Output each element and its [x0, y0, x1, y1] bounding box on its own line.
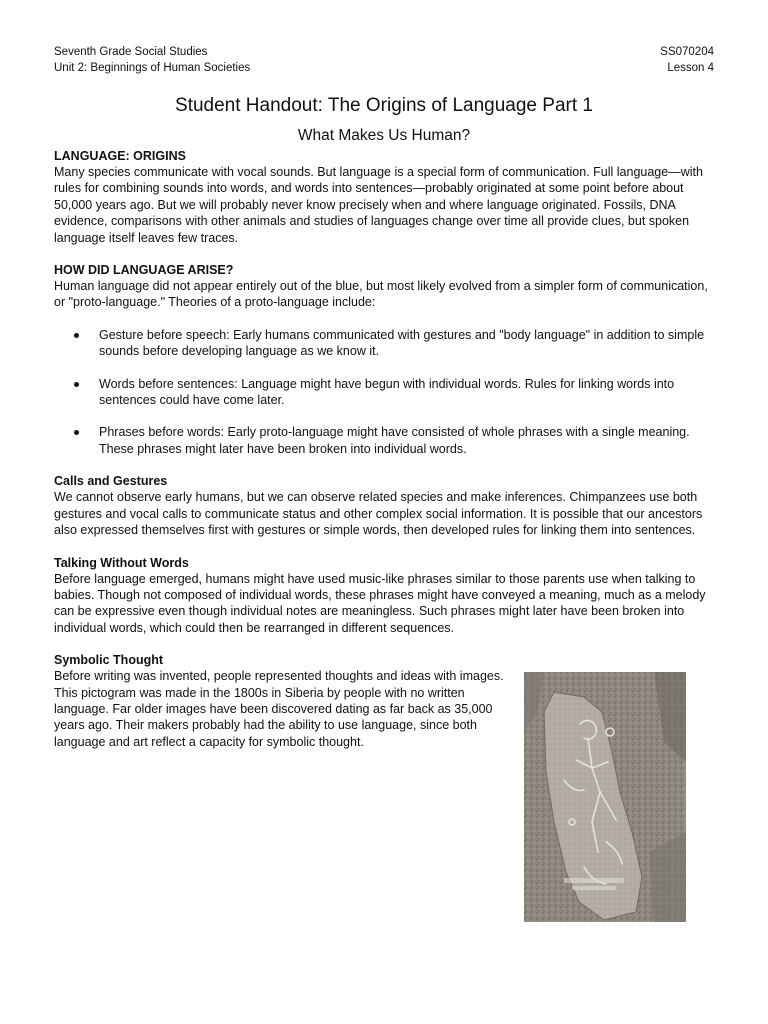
list-item-text: Phrases before words: Early proto-language might have consisted of whole phrases with a single meaning. These phrases might later have been broken into individual words.	[99, 425, 690, 456]
theories-list	[54, 327, 714, 457]
header-right	[660, 44, 714, 76]
page-header	[54, 44, 714, 78]
origins-heading: LANGUAGE: ORIGINS	[54, 149, 186, 163]
arise-body: Human language did not appear entirely out of the blue, but most likely evolved from a simpler form of communication, or "proto-language." Theories of a proto-language include:	[54, 279, 708, 310]
bullet-icon	[74, 382, 79, 387]
list-item	[54, 376, 714, 409]
course-name: Seventh Grade Social Studies	[54, 46, 208, 58]
origins-body: Many species communicate with vocal sounds. But language is a special form of communication. Full language—with rules for combining sounds into words, and words into sentences—probably originated at some point before about 50,000 years ago. But we will probably never know precisely when and where language originated. Fossils, DNA evidence, comparisons with other animals and studies of languages change over time all provide clues, but spoken language itself leaves few traces.	[54, 165, 703, 245]
page-title: Student Handout: The Origins of Language Part 1	[175, 95, 593, 116]
list-item	[54, 327, 714, 360]
header-left	[54, 44, 250, 76]
list-item	[54, 424, 714, 457]
talking-heading: Talking Without Words	[54, 555, 189, 570]
arise-heading: HOW DID LANGUAGE ARISE?	[54, 263, 234, 278]
list-item-text: Gesture before speech: Early humans communicated with gestures and "body language" in addition to simple sounds before developing language as we know it.	[99, 327, 705, 359]
symbolic-body: Before writing was invented, people represented thoughts and ideas with images. This pictogram was made in the 1800s in Siberia by people with no written language. Far older images have been discovered dating as far back as 35,000 years ago. Their makers probably had the ability to use language, since both language and art reflect a capacity for symbolic thought.	[54, 669, 504, 749]
calls-body: We cannot observe early humans, but we can observe related species and make inferences. Chimpanzees use both gestures and vocal calls to communicate status and other complex social information. It is possible that our ancestors also expressed themselves first with gestures or simple words, then developed rules for linking them into sentences.	[54, 490, 703, 538]
rock-pictogram-photo	[524, 672, 686, 922]
symbolic-heading: Symbolic Thought	[54, 653, 164, 668]
list-item-text: Words before sentences: Language might have begun with individual words. Rules for linking words into sentences could have come later.	[99, 376, 675, 408]
page-subtitle: What Makes Us Human?	[297, 127, 471, 144]
course-code: SS070204	[660, 46, 714, 58]
bullet-icon	[74, 333, 79, 338]
handout-page	[54, 44, 714, 750]
bullet-icon	[74, 430, 79, 435]
unit-name: Unit 2: Beginnings of Human Societies	[54, 62, 251, 74]
symbolic-section	[54, 652, 504, 750]
calls-heading: Calls and Gestures	[54, 474, 168, 489]
talking-body: Before language emerged, humans might have used music-like phrases similar to those parents use when talking to babies. Though not composed of individual words, these phrases might have conveyed a meaning, much as a melody can be expressive even though individual notes are meaningless. Such phrases might later have been broken into individual words, which could then be rearranged in different sequences.	[54, 571, 706, 635]
lesson-number: Lesson 4	[667, 62, 714, 74]
